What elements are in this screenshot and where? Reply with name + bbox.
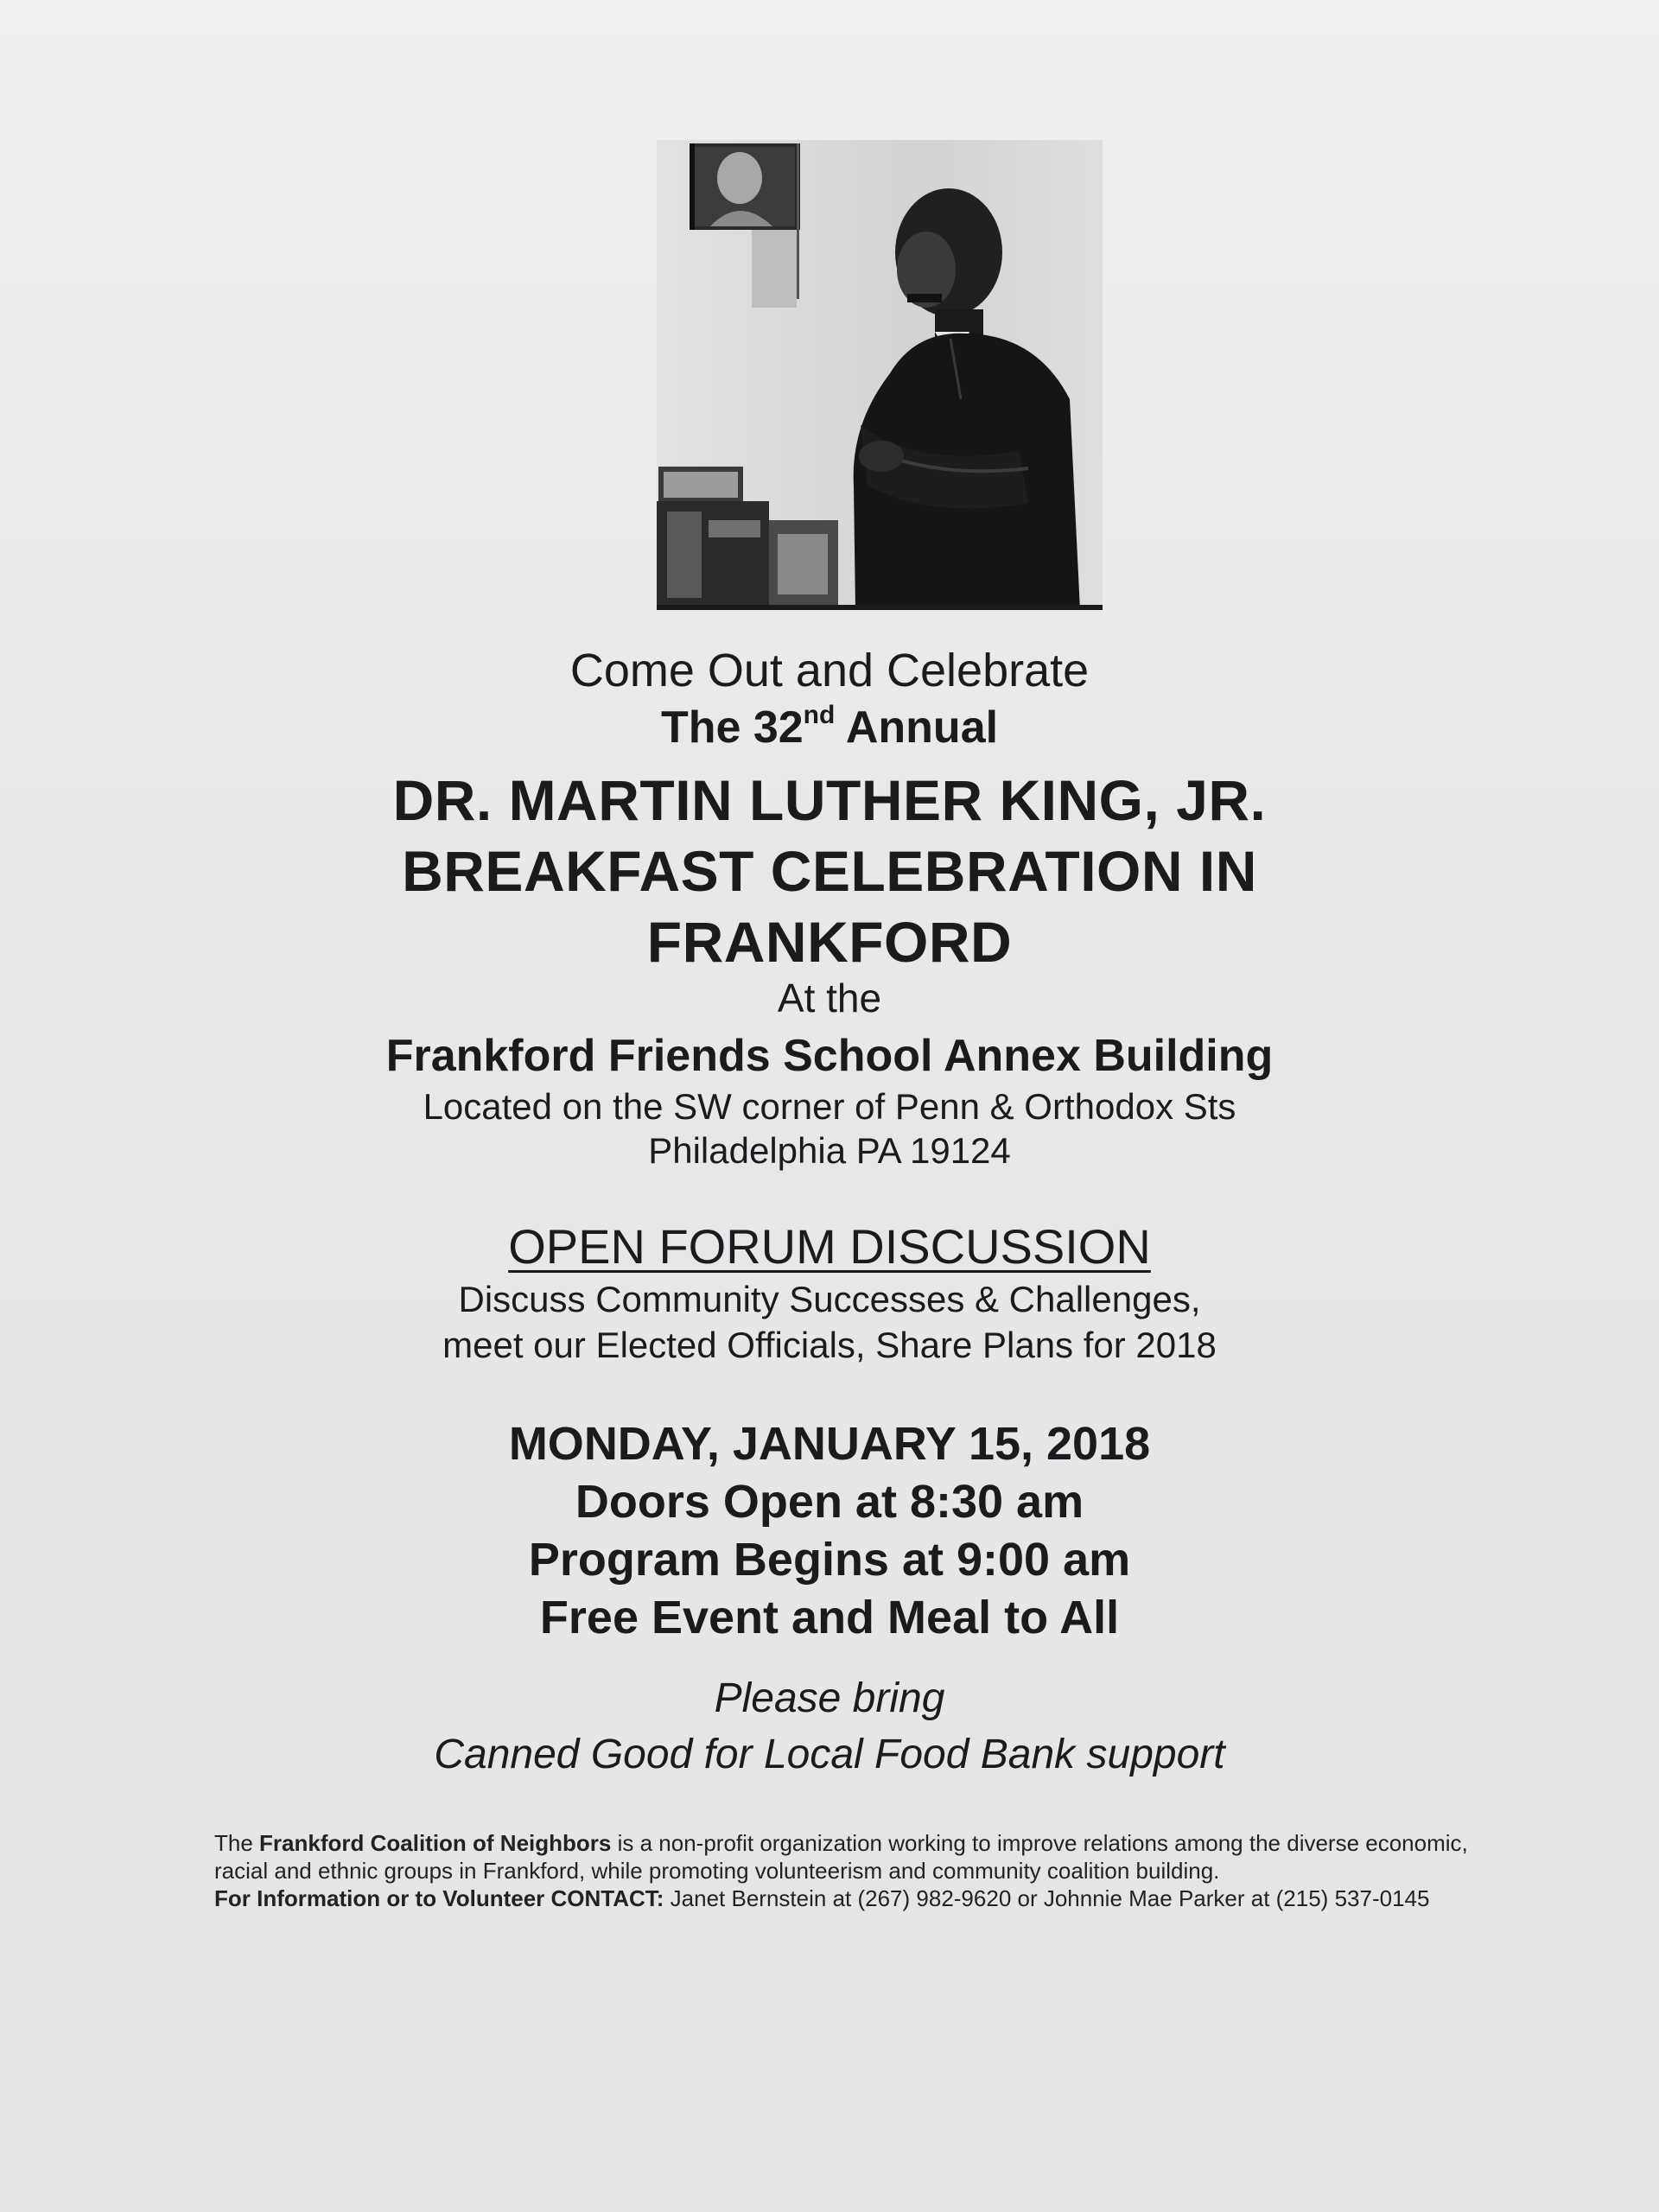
- annual-ordinal-suffix: nd: [803, 701, 836, 729]
- org-name: Frankford Coalition of Neighbors: [259, 1830, 612, 1856]
- forum-title-text: OPEN FORUM DISCUSSION: [508, 1219, 1151, 1274]
- org-text: is a non-profit organization working to improve relations among the diverse economic, racial and ethnic groups in Frankford, while promoting volunteerism and community coalition building.: [214, 1830, 1468, 1884]
- event-headline: [0, 765, 1659, 977]
- footer-info: [214, 1829, 1528, 1912]
- free-event-note: Free Event and Meal to All: [539, 1592, 1120, 1643]
- at-the-line: At the: [777, 976, 882, 1020]
- annual-line: [0, 702, 1659, 753]
- program-start-time: Program Begins at 9:00 am: [528, 1534, 1131, 1586]
- org-description: [214, 1829, 1528, 1885]
- bring-request-line-1: Please bring: [714, 1675, 945, 1721]
- contact-text: Janet Bernstein at (267) 982-9620 or Johnnie Mae Parker at (215) 537-0145: [664, 1885, 1430, 1911]
- photo-illustration: [657, 140, 1103, 610]
- address-line-1: Located on the SW corner of Penn & Orthodox Sts: [423, 1086, 1236, 1127]
- intro-line: Come Out and Celebrate: [569, 645, 1090, 696]
- event-date: MONDAY, JANUARY 15, 2018: [508, 1418, 1151, 1470]
- contact-label: For Information or to Volunteer CONTACT:: [214, 1885, 664, 1911]
- headline-line-3: FRANKFORD: [646, 910, 1013, 974]
- contact-info: [214, 1885, 1528, 1912]
- address-line-2: Philadelphia PA 19124: [648, 1130, 1011, 1171]
- mlk-photograph: [657, 140, 1103, 610]
- annual-number: The 32: [660, 702, 804, 753]
- annual-word: Annual: [835, 702, 999, 753]
- headline-line-1: DR. MARTIN LUTHER KING, JR.: [392, 768, 1267, 832]
- venue-name: Frankford Friends School Annex Building: [385, 1031, 1274, 1081]
- forum-line-2: meet our Elected Officials, Share Plans for 2018: [442, 1325, 1217, 1365]
- doors-open-time: Doors Open at 8:30 am: [575, 1476, 1084, 1528]
- forum-title: [0, 1218, 1659, 1274]
- org-prefix: The: [214, 1830, 260, 1856]
- headline-line-2: BREAKFAST CELEBRATION IN: [402, 839, 1257, 903]
- bring-request-line-2: Canned Good for Local Food Bank support: [434, 1732, 1225, 1777]
- forum-line-1: Discuss Community Successes & Challenges,: [458, 1279, 1201, 1319]
